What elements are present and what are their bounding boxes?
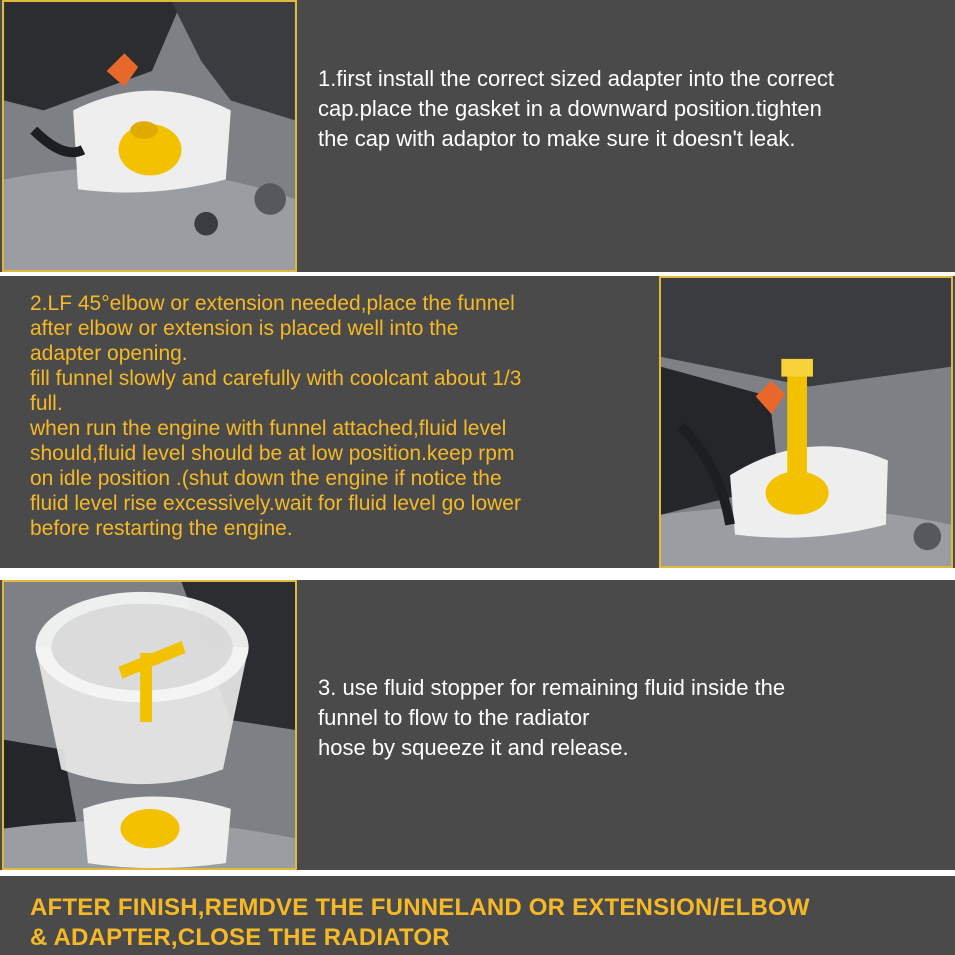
step3-text: [318, 673, 938, 763]
step2-line: before restarting the engine.: [30, 517, 293, 540]
step1-line: cap.place the gasket in a downward position.tighten: [318, 96, 822, 121]
step2-line: 2.LF 45°elbow or extension needed,place the funnel: [30, 292, 515, 315]
engine-funnel-extension-photo-icon: [659, 276, 953, 568]
step2-line: adapter opening.: [30, 342, 188, 365]
footer-line: AFTER FINISH,REMDVE THE FUNNELAND OR EXTENSION/ELBOW: [30, 894, 810, 921]
step2-line: when run the engine with funnel attached,fluid level: [30, 417, 507, 440]
step3-line: hose by squeeze it and release.: [318, 735, 629, 760]
step2-text: [30, 291, 650, 541]
step3-line: funnel to flow to the radiator: [318, 705, 590, 730]
step2-line: fluid level rise excessively.wait for fluid level go lower: [30, 492, 521, 515]
step2-line: should,fluid level should be at low position.keep rpm: [30, 442, 515, 465]
step1-line: 1.first install the correct sized adapter into the correct: [318, 66, 835, 91]
step2-line: full.: [30, 392, 63, 415]
engine-adapter-photo-icon: [2, 0, 297, 272]
engine-funnel-stopper-photo-icon: [2, 580, 297, 870]
step1-text: [318, 64, 938, 154]
step1-line: the cap with adaptor to make sure it doesn't leak.: [318, 126, 796, 151]
footer-banner: [30, 893, 940, 953]
step2-line: fill funnel slowly and carefully with coolcant about 1/3: [30, 367, 522, 390]
footer-line: & ADAPTER,CLOSE THE RADIATOR: [30, 924, 450, 951]
step2-line: after elbow or extension is placed well into the: [30, 317, 459, 340]
step3-line: 3. use fluid stopper for remaining fluid inside the: [318, 675, 786, 700]
step2-line: on idle position .(shut down the engine if notice the: [30, 467, 502, 490]
